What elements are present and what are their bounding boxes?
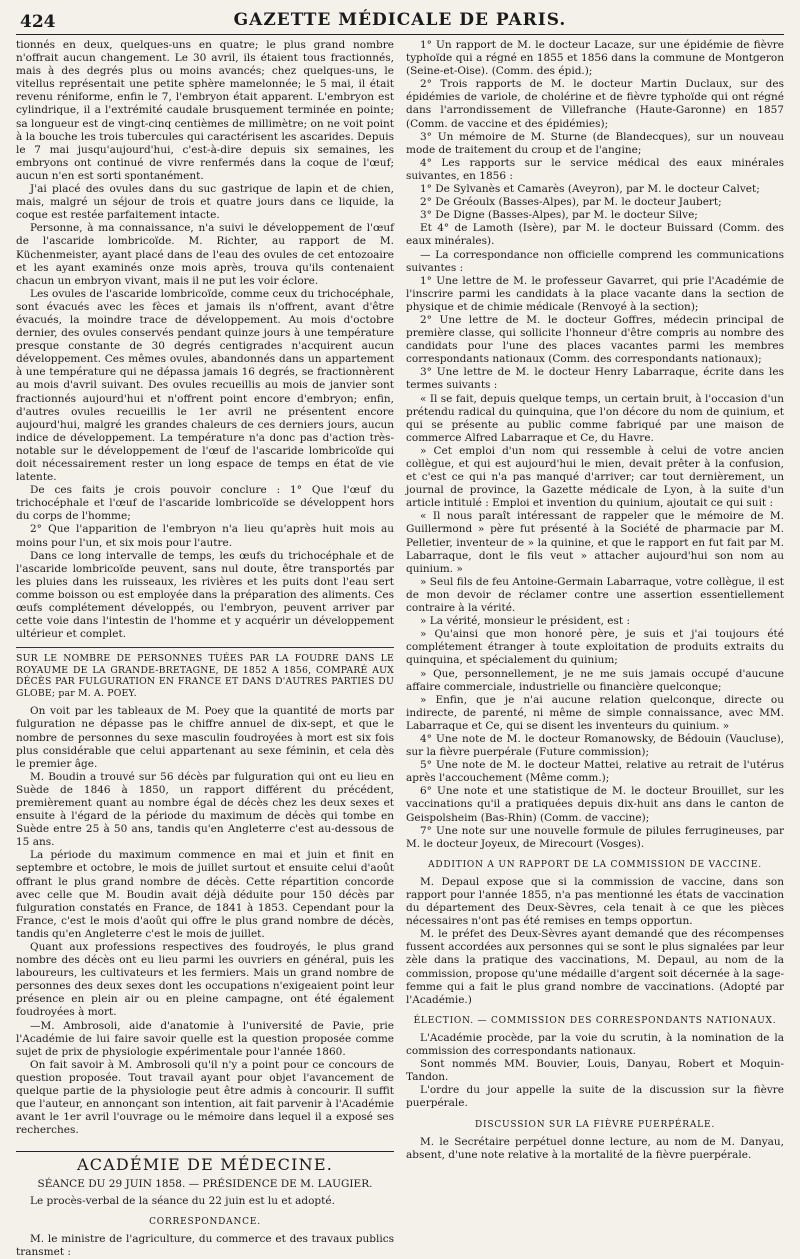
paragraph: Quant aux professions respectives des foudroyés, le plus grand nombre des décès ont eu lieu parmi les ouvriers en général, puis les laboureurs, les cultivateurs et les fermiers. Mais un grand nombre de personnes des deux sexes dont les occupations n'exigeaient point leur présence en plein air ou en pleine campagne, ont été également foudroyées à mort. bbox=[16, 941, 394, 1019]
paragraph: 2° De Gréoulx (Basses-Alpes), par M. le docteur Jaubert; bbox=[420, 196, 722, 209]
article-heading: SUR LE NOMBRE DE PERSONNES TUÉES PAR LA FOUDRE DANS LE ROYAUME DE LA GRANDE-BRETAGNE, DE 1852 A 1856, COMPARÉ AUX DÉCÈS PAR FULGURATION EN FRANCE ET DANS D'AUTRES PARTIES DU GLOBE; par M. A. POEY. bbox=[16, 653, 394, 699]
paragraph: 7° Une note sur une nouvelle formule de pilules ferrugineuses, par M. le docteur Joyeux, de Mirecourt (Vosges). bbox=[406, 824, 784, 850]
election-heading: ÉLECTION. — COMMISSION DES CORRESPONDANTS NATIONAUX. bbox=[413, 1015, 777, 1026]
quote-paragraph: « Il se fait, depuis quelque temps, un certain bruit, à l'occasion d'un prétendu radical du quinquina, que l'on décore du nom de quinium, et qui se présente au public comme fabriqué par une maison de commerce Alfred Labarraque et Ce, du Havre. bbox=[406, 392, 784, 444]
left-column bbox=[16, 39, 394, 1259]
paragraph: De ces faits je crois pouvoir conclure : 1° Que l'œuf du trichocéphale et l'œuf de l'ascaride lombricoïde se développent hors du corps de l'homme; bbox=[16, 484, 394, 523]
paragraph: 4° Les rapports sur le service médical des eaux minérales suivantes, en 1856 : bbox=[406, 156, 784, 182]
quote-paragraph: » Que, personnellement, je ne me suis jamais occupé d'aucune affaire commerciale, industrielle ou financière quelconque; bbox=[406, 667, 784, 693]
paragraph: 1° De Sylvanès et Camarès (Aveyron), par M. le docteur Calvet; bbox=[420, 183, 760, 196]
paragraph: —M. Ambrosoli, aide d'anatomie à l'université de Pavie, prie l'Académie de lui faire savoir quelle est la question proposée comme sujet de prix de physiologie expérimentale pour l'année 1860. bbox=[16, 1019, 394, 1058]
paragraph: 6° Une note et une statistique de M. le docteur Brouillet, sur les vaccinations qu'il a pratiquées depuis dix-huit ans dans le canton de Geispolsheim (Bas-Rhin) (Comm. de vaccine); bbox=[406, 785, 784, 824]
paragraph: 2° Que l'apparition de l'embryon n'a lieu qu'après huit mois au moins pour l'un, et six mois pour l'autre. bbox=[16, 523, 394, 549]
paragraph: M. Boudin a trouvé sur 56 décès par fulguration qui ont eu lieu en Suède de 1846 à 1850, un rapport différent du précédent, premièrement quant au nombre égal de décès chez les deux sexes et ensuite à l'égard de la période du maximum de décès qui tombe en Suède entre 25 à 50 ans, tandis qu'en Angleterre c'est au-dessous de 15 ans. bbox=[16, 770, 394, 849]
paragraph: 1° Une lettre de M. le professeur Gavarret, qui prie l'Académie de l'inscrire parmi les candidats à la place vacante dans la section de physique et de chimie médicale (Renvoyé à la section); bbox=[406, 274, 784, 313]
paragraph: M. le ministre de l'agriculture, du commerce et des travaux publics transmet : bbox=[16, 1232, 394, 1258]
section-divider bbox=[16, 647, 394, 648]
quote-paragraph: » Seul fils de feu Antoine-Germain Labarraque, votre collègue, il est de mon devoir de réclamer contre une assertion essentiellement contraire à la vérité. bbox=[406, 575, 784, 615]
correspondence-heading: CORRESPONDANCE. bbox=[149, 1216, 261, 1227]
paragraph: La période du maximum commence en mai et juin et finit en septembre et octobre, le mois de juillet surtout et ensuite celui d'août offrant le plus grand nombre de décès. Cette répartition concorde avec celle que M. Boudin avait déjà déduite pour 150 décès par fulguration constatés en France, de 1841 à 1853. Cependant pour la France, c'est le mois d'août qui offre le plus grand nombre de décès, tandis qu'en Angleterre c'est le mois de juillet. bbox=[16, 849, 394, 940]
paragraph: J'ai placé des ovules dans du suc gastrique de lapin et de chien, mais, malgré un séjour de trois et quatre jours dans ce liquide, la coque est restée parfaitement intacte. bbox=[16, 183, 394, 222]
paragraph: On fait savoir à M. Ambrosoli qu'il n'y a point pour ce concours de question proposée. Tout travail ayant pour objet l'avancement de quelque partie de la physiologie peut être admis à concourir. Il suffit que l'auteur, en annonçant son intention, ait fait parvenir à l'Académie avant le 1er avril l'ouvrage ou le mémoire dans lequel il a exposé ses recherches. bbox=[16, 1058, 394, 1137]
paragraph: Et 4° de Lamoth (Isère), par M. le docteur Buissard (Comm. des eaux minérales). bbox=[406, 222, 784, 248]
paragraph: 1° Un rapport de M. le docteur Lacaze, sur une épidémie de fièvre typhoïde qui a régné en 1855 et 1856 dans la commune de Montgeron (Seine-et-Oise). (Comm. des épid.); bbox=[406, 39, 784, 78]
quote-paragraph: « Il nous paraît intéressant de rappeler que le mémoire de M. Guillermond » père fut présenté à la Société de pharmacie par M. Pelletier, inventeur de » la quinine, et que le rapport en fut fait par M. Labarraque, dont le fils veut » attacher aujourd'hui son nom au quinium. » bbox=[406, 510, 784, 575]
paragraph: L'Académie procède, par la voie du scrutin, à la nomination de la commission des correspondants nationaux. bbox=[406, 1031, 784, 1058]
paragraph: 4° Une note de M. le docteur Romanowsky, de Bédouin (Vaucluse), sur la fièvre puerpérale (Future commission); bbox=[406, 732, 784, 759]
page-header bbox=[16, 6, 784, 35]
session-heading: SÉANCE DU 29 JUIN 1858. — PRÉSIDENCE DE M. LAUGIER. bbox=[37, 1177, 373, 1190]
paragraph: Sont nommés MM. Bouvier, Louis, Danyau, Robert et Moquin-Tandon. bbox=[406, 1058, 784, 1084]
addition-heading: ADDITION A UN RAPPORT DE LA COMMISSION DE VACCINE. bbox=[428, 859, 762, 870]
quote-paragraph: » Cet emploi d'un nom qui ressemble à celui de votre ancien collègue, et qui est aujourd'hui le mien, devait prêter à la confusion, et c'est ce qui n'a pas manqué d'arriver; car tout dernièrement, un journal de province, la Gazette médicale de Lyon, à la suite d'un article intitulé : Emploi et invention du quinium, ajoutait ce qui suit : bbox=[406, 444, 784, 510]
paragraph: tionnés en deux, quelques-uns en quatre; le plus grand nombre n'offrait aucun changement. Le 30 avril, ils étaient tous fractionnés, mais à des degrés plus ou moins avancés; chez quelques-uns, le vitellus représentait une petite sphère mamelonnée; le 5 mai, il était revenu réniforme, enfin le 7, l'embryon était apparent. L'embryon est cylindrique, il a l'extrémité caudale brusquement terminée en pointe; sa longueur est de vingt-cinq centièmes de millimètre; on ne voit point à la bouche les trois tubercules qui caractérisent les ascarides. Depuis le 7 mai jusqu'aujourd'hui, c'est-à-dire depuis six semaines, les embryons ont continué de vivre renfermés dans la coque de l'œuf; aucun n'en est sorti spontanément. bbox=[16, 39, 394, 182]
paragraph: 5° Une note de M. le docteur Mattei, relative au retrait de l'utérus après l'accouchement (Même comm.); bbox=[406, 759, 784, 785]
letter-quote bbox=[406, 393, 784, 733]
quote-paragraph: » Enfin, que je n'ai aucune relation quelconque, directe ou indirecte, de parenté, ni même de simple connaissance, avec MM. Labarraque et Ce, qui se disent les inventeurs du quinium. » bbox=[406, 693, 784, 732]
paragraph: 3° Un mémoire de M. Sturne (de Blandecques), sur un nouveau mode de traitement du croup et de l'angine; bbox=[406, 130, 784, 156]
right-column bbox=[406, 39, 784, 1259]
paragraph: M. le Secrétaire perpétuel donne lecture, au nom de M. Danyau, absent, d'une note relative à la mortalité de la fièvre puerpérale. bbox=[406, 1135, 784, 1161]
paragraph: Personne, à ma connaissance, n'a suivi le développement de l'œuf de l'ascaride lombricoïde. M. Richter, au rapport de M. Küchenmeister, ayant placé dans de l'eau des ovules de cet entozoaire et les ayant examinés onze mois après, trouva qu'ils contenaient chacun un embryon vivant, mais il ne put les voir éclore. bbox=[16, 222, 394, 287]
paragraph: Dans ce long intervalle de temps, les œufs du trichocéphale et de l'ascaride lombricoïde peuvent, sans nul doute, être transportés par les pluies dans les ruisseaux, les rivières et les puits dont l'eau sert comme boisson ou est employée dans la préparation des aliments. Ces œufs complétement développés, ou l'embryon, peuvent arriver par cette voie dans l'intestin de l'homme et y acquérir un développement ultérieur et complet. bbox=[16, 549, 394, 641]
quote-paragraph: » La vérité, monsieur le président, est : bbox=[420, 615, 630, 628]
paragraph: M. Depaul expose que si la commission de vaccine, dans son rapport pour l'année 1855, n'a pas mentionné les états de vaccination du département des Deux-Sèvres, cela tenait à ce que les pièces nécessaires n'ont pas été remises en temps opportun. bbox=[406, 875, 784, 928]
paragraph: 3° De Digne (Basses-Alpes), par M. le docteur Silve; bbox=[420, 209, 698, 222]
paragraph: 3° Une lettre de M. le docteur Henry Labarraque, écrite dans les termes suivants : bbox=[406, 366, 784, 392]
paragraph: — La correspondance non officielle comprend les communications suivantes : bbox=[406, 248, 784, 274]
running-title: GAZETTE MÉDICALE DE PARIS. bbox=[233, 10, 567, 30]
paragraph: On voit par les tableaux de M. Poey que la quantité de morts par fulguration ne dépasse pas le chiffre annuel de dix-sept, et que le nombre de personnes du sexe masculin foudroyées à mort est six fois plus considérable que celui appartenant au sexe féminin, et cela dès le premier âge. bbox=[16, 705, 394, 770]
academy-title: ACADÉMIE DE MÉDECINE. bbox=[16, 1151, 394, 1171]
paragraph: 2° Trois rapports de M. le docteur Martin Duclaux, sur des épidémies de variole, de cholérine et de fièvre typhoïde qui ont régné dans l'arrondissement de Villefranche (Haute-Garonne) en 1857 (Comm. de vaccine et des épidémies); bbox=[406, 78, 784, 130]
text-columns bbox=[16, 39, 784, 1259]
discussion-heading: DISCUSSION SUR LA FIÈVRE PUERPÉRALE. bbox=[475, 1119, 715, 1130]
quote-paragraph: » Qu'ainsi que mon honoré père, je suis et j'ai toujours été complétement étranger à toute exploitation de produits extraits du quinquina, et spécialement du quinium; bbox=[406, 628, 784, 667]
paragraph: 2° Une lettre de M. le docteur Goffres, médecin principal de première classe, qui sollicite l'honneur d'être compris au nombre des candidats pour l'une des places vacantes parmi les membres correspondants nationaux (Comm. des correspondants nationaux); bbox=[406, 313, 784, 366]
paragraph: L'ordre du jour appelle la suite de la discussion sur la fièvre puerpérale. bbox=[406, 1084, 784, 1110]
page-number: 424 bbox=[20, 12, 56, 32]
paragraph: Le procès-verbal de la séance du 22 juin est lu et adopté. bbox=[30, 1194, 335, 1207]
paragraph: M. le préfet des Deux-Sèvres ayant demandé que des récompenses fussent accordées aux personnes qui se sont le plus signalées par leur zèle dans la pratique des vaccinations, M. Depaul, au nom de la commission, propose qu'une médaille d'argent soit décernée à la sage-femme qui a fait le plus grand nombre de vaccinations. (Adopté par l'Académie.) bbox=[406, 928, 784, 1006]
paragraph: Les ovules de l'ascaride lombricoïde, comme ceux du trichocéphale, sont évacués avec les fèces et jamais ils n'offrent, avant d'être évacués, la moindre trace de développement. Au mois d'octobre dernier, des ovules conservés pendant quinze jours à une température presque constante de 30 degrés centigrades n'acquirent aucun développement. Ces mêmes ovules, abandonnés dans un appartement à une température qui ne dépassa jamais 16 degrés, se fractionnèrent au mois d'avril suivant. Des ovules recueillis au mois de janvier sont fractionnés aujourd'hui et n'offrent point encore d'embryon; enfin, d'autres ovules recueillis le 1er avril ne présentent encore aujourd'hui, malgré les grandes chaleurs de ces derniers jours, aucun indice de développement. La température n'a donc pas d'action très-notable sur le développement de l'œuf de l'ascaride lombricoïde qui doit nécessairement rester un long espace de temps en état de vie latente. bbox=[16, 287, 394, 484]
